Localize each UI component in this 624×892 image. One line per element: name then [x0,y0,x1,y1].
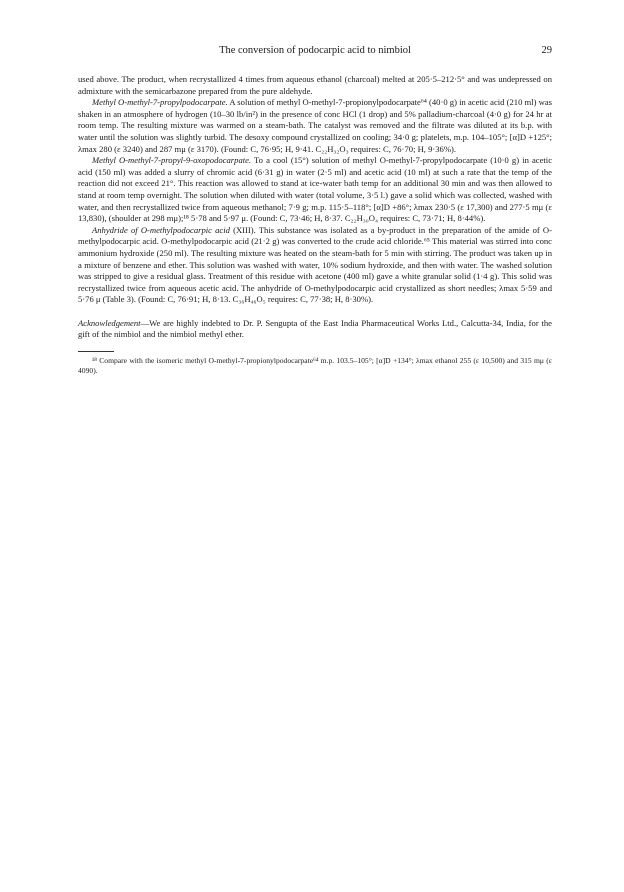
article-body [78,74,552,376]
paragraph-anhydride [78,225,552,306]
acknowledgement-text: —We are highly indebted to Dr. P. Sengupta of the East India Pharmaceutical Works Ltd., Calcutta-34, India, for the gift of the nimbiol and the nimbiol methyl ether. [78,317,552,340]
running-head [78,44,552,58]
paragraph-oxopodocarpate [78,155,552,225]
paragraph-text: A solution of methyl O-methyl-7-propionylpodocarpate⁶⁴ (40·0 g) in acetic acid (210 ml) was shaken in an atmosphere of hydrogen (10–30 lb/in²) in the presence of conc HCl (1 drop) and 5% palladium-charcoal (4·0 g) for 24 hr at room temp. The resulting mixture was warmed on a steam-bath. The catalyst was removed and the filtrate was diluted at its b.p. with water until the solution was slightly turbid. The desoxy compound crystallized on cooling; 34·0 g; platelets, m.p. 104–105°; [α]D +125°; λmax 280 (ε 3240) and 287 mμ (ε 3170). (Found: C, 76·95; H, 9·41. C₂₂H₃₂O₃ requires: C, 76·70; H, 9·36%). [78,97,552,154]
compound-heading: Anhydride of O-methylpodocarpic acid [92,224,230,235]
acknowledgement [78,318,552,341]
paragraph-text: To a cool (15°) solution of methyl O-methyl-7-propylpodocarpate (10·0 g) in acetic acid (150 ml) was added a slurry of chromic acid (6·31 g) in water (2·5 ml) and acetic acid (10 ml) at such a rate that the temp of the reaction did not exceed 21°. This reaction was allowed to stand at ice-water bath temp for an additional 30 min and was then allowed to stand at room temp overnight. The solution when diluted with water (total volume, 3·5 l.) gave a solid which was collected, washed with water, and then recrystallized twice from aqueous methanol; 7·9 g; m.p. 115·5–118°; [α]D +86°; λmax 230·5 (ε 17,300) and 277·5 mμ (ε 13,830), (shoulder at 298 mμ);¹⁸ 5·78 and 5·97 μ. (Found: C, 73·46; H, 8·37. C₂₂H₃₀O₄ requires: C, 73·71; H, 8·44%). [78,155,553,224]
footnote-divider [78,351,114,352]
paragraph-text: (XIII). This substance was isolated as a by-product in the preparation of the amide of O-methylpodocarpic acid. O-methylpodocarpic acid (21·2 g) was converted to the crude acid chloride.⁶⁵ This material was stirred into conc ammonium hydroxide (250 ml). The resulting mixture was heated on the steam-bath for 5 min with stirring. The product was taken up in a mixture of benzene and ether. This solution was washed with water, 10% sodium hydroxide, and then with water. The washed solution was stripped to give a residual glass. Treatment of this residue with acetone (400 ml) gave a white granular solid (1·4 g). This solid was recrystallized twice from aqueous acetic acid. The anhydride of O-methylpodocarpic acid crystallized as short needles; λmax 5·59 and 5·76 μ (Table 3). (Found: C, 76·91; H, 8·13. C₃₆H₄₆O₅ requires: C, 77·38; H, 8·30%). [78,224,552,305]
compound-heading: Methyl O-methyl-7-propylpodocarpate. [92,97,228,108]
paragraph-continuation: used above. The product, when recrystallized 4 times from aqueous ethanol (charcoal) melted at 205·5–212·5° and was undepressed on admixture with the semicarbazone prepared from the pure aldehyde. [78,74,552,96]
compound-heading: Methyl O-methyl-7-propyl-9-oxopodocarpate. [92,155,252,166]
page-number: 29 [541,45,552,56]
paragraph-propylpodocarpate [78,97,552,155]
running-title: The conversion of podocarpic acid to nimbiol [219,45,411,56]
footnote: ¹⁸ Compare with the isomeric methyl O-methyl-7-propionylpodocarpate⁶⁴ m.p. 103.5–105°; [α]D +134°; λmax ethanol 255 (ε 10,500) and 315 mμ (ε 4090). [78,356,552,376]
acknowledgement-heading: Acknowledgement [78,317,141,328]
